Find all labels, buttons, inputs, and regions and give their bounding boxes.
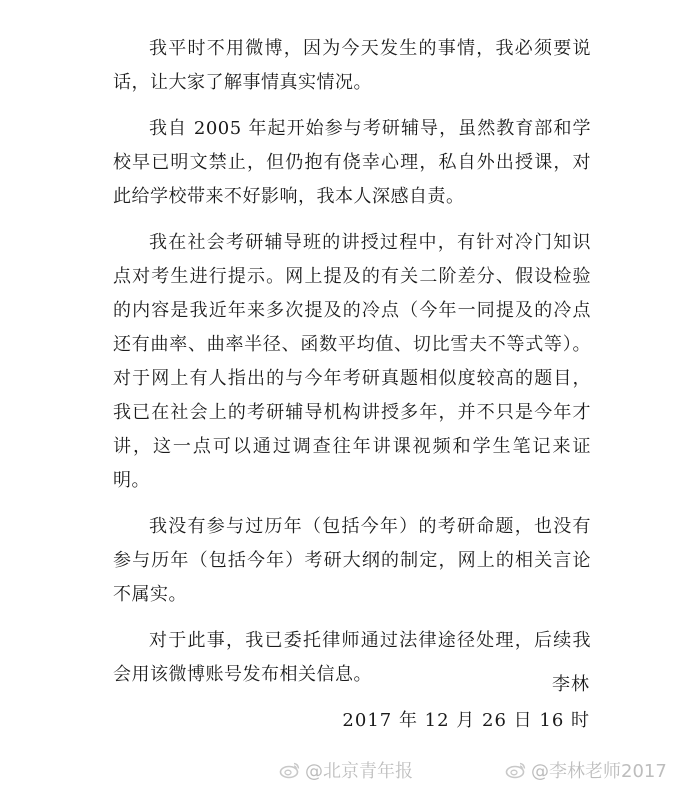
paragraph-2: 我自 2005 年起开始参与考研辅导，虽然教育部和学校早已明文禁止，但仍抱有侥幸心理，私自外出授课，对此给学校带来不好影响，我本人深感自责。 <box>113 118 591 207</box>
weibo-icon <box>505 761 527 779</box>
paragraph-5: 对于此事，我已委托律师通过法律途径处理，后续我会用该微博账号发布相关信息。 <box>113 630 591 685</box>
watermark-right-text: @李林老师2017 <box>531 761 667 782</box>
signature-date: 2017 年 12 月 26 日 16 时 <box>342 710 590 731</box>
paragraph-1: 我平时不用微博，因为今天发生的事情，我必须要说话，让大家了解事情真实情况。 <box>113 38 591 93</box>
watermark-left-text: @北京青年报 <box>305 761 413 782</box>
paragraph-4: 我没有参与过历年（包括今年）的考研命题，也没有参与历年（包括今年）考研大纲的制定，网上的相关言论不属实。 <box>113 516 591 605</box>
watermark-right <box>505 757 667 783</box>
signature-name: 李林 <box>552 674 590 695</box>
statement-body <box>113 32 591 704</box>
watermark-left <box>279 757 413 783</box>
weibo-icon <box>279 761 301 779</box>
paragraph-3: 我在社会考研辅导班的讲授过程中，有针对冷门知识点对考生进行提示。网上提及的有关二阶差分、假设检验的内容是我近年来多次提及的冷点（今年一同提及的冷点还有曲率、曲率半径、函数平均值、切比雪夫不等式等）。对于网上有人指出的与今年考研真题相似度较高的题目，我已在社会上的考研辅导机构讲授多年，并不只是今年才讲，这一点可以通过调查往年讲课视频和学生笔记来证明。 <box>113 232 591 491</box>
